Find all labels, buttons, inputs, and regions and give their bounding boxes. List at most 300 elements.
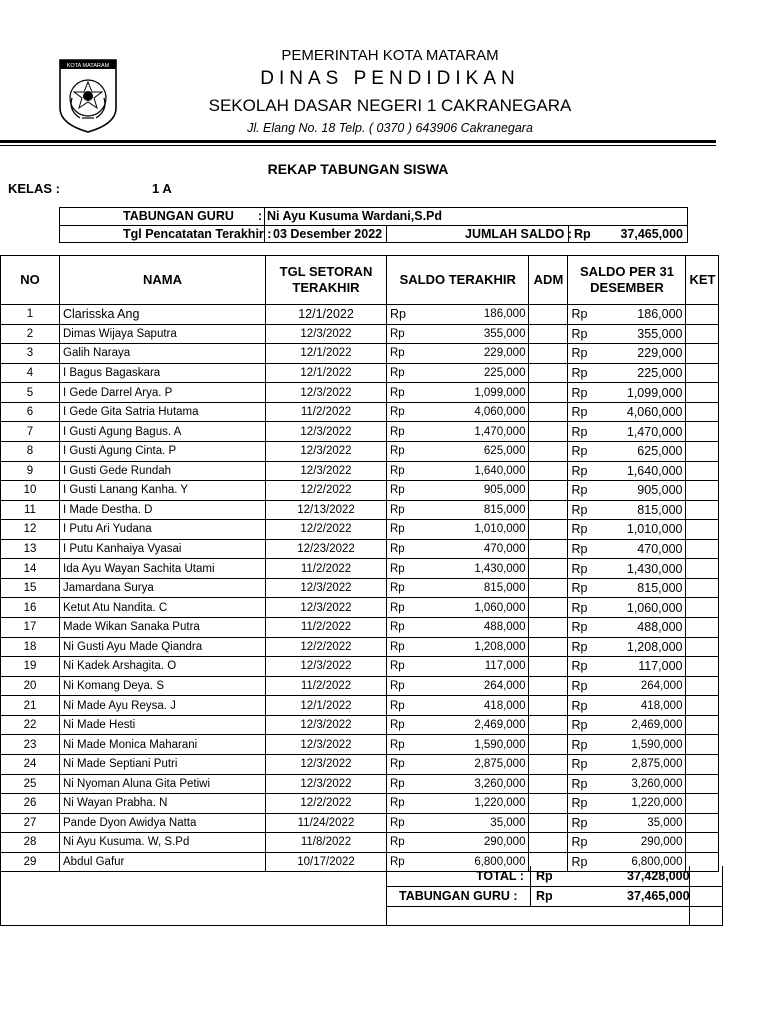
- row-tgl: 12/3/2022: [266, 754, 387, 774]
- row-nama: I Gede Gita Satria Hutama: [60, 402, 266, 422]
- row-saldo: 1,060,000: [409, 598, 529, 618]
- teacher-name: Ni Ayu Kusuma Wardani,S.Pd: [267, 209, 443, 223]
- table-row: [1, 559, 719, 579]
- row-per31: 2,469,000: [594, 715, 686, 735]
- row-no: 24: [1, 754, 60, 774]
- row-per31-currency: Rp: [568, 813, 594, 833]
- row-saldo-currency: Rp: [387, 696, 409, 716]
- savings-table: [0, 255, 719, 872]
- row-saldo-currency: Rp: [387, 559, 409, 579]
- row-ket: [686, 774, 719, 794]
- row-tgl: 12/3/2022: [266, 774, 387, 794]
- row-saldo: 1,590,000: [409, 735, 529, 755]
- row-saldo-currency: Rp: [387, 305, 409, 325]
- row-saldo: 117,000: [409, 657, 529, 677]
- row-saldo: 815,000: [409, 500, 529, 520]
- row-no: 6: [1, 402, 60, 422]
- row-nama: Ida Ayu Wayan Sachita Utami: [60, 559, 266, 579]
- row-tgl: 12/1/2022: [266, 344, 387, 364]
- guru-total-currency: Rp: [536, 889, 553, 903]
- teacher-sep: :: [258, 209, 263, 223]
- row-per31: 815,000: [594, 578, 686, 598]
- table-row: [1, 794, 719, 814]
- row-saldo: 1,099,000: [409, 383, 529, 403]
- table-row: [1, 363, 719, 383]
- row-saldo-currency: Rp: [387, 402, 409, 422]
- row-ket: [686, 578, 719, 598]
- row-saldo-currency: Rp: [387, 618, 409, 638]
- city-crest-logo: [58, 58, 118, 134]
- table-row: [1, 500, 719, 520]
- row-tgl: 12/3/2022: [266, 324, 387, 344]
- row-no: 14: [1, 559, 60, 579]
- row-per31-currency: Rp: [568, 833, 594, 853]
- row-adm: [529, 774, 568, 794]
- row-adm: [529, 559, 568, 579]
- row-no: 1: [1, 305, 60, 325]
- row-adm: [529, 363, 568, 383]
- row-no: 26: [1, 794, 60, 814]
- row-no: 7: [1, 422, 60, 442]
- row-per31: 1,590,000: [594, 735, 686, 755]
- row-per31: 35,000: [594, 813, 686, 833]
- row-no: 19: [1, 657, 60, 677]
- logo-text: KOTA MATARAM: [66, 63, 110, 69]
- row-no: 28: [1, 833, 60, 853]
- row-saldo: 290,000: [409, 833, 529, 853]
- row-saldo: 229,000: [409, 344, 529, 364]
- col-no: NO: [1, 256, 60, 305]
- row-saldo: 625,000: [409, 441, 529, 461]
- row-saldo: 1,430,000: [409, 559, 529, 579]
- row-tgl: 11/2/2022: [266, 559, 387, 579]
- row-tgl: 12/1/2022: [266, 305, 387, 325]
- row-adm: [529, 344, 568, 364]
- row-no: 5: [1, 383, 60, 403]
- row-per31-currency: Rp: [568, 715, 594, 735]
- row-no: 4: [1, 363, 60, 383]
- row-no: 25: [1, 774, 60, 794]
- row-adm: [529, 676, 568, 696]
- row-per31: 1,010,000: [594, 520, 686, 540]
- row-tgl: 12/3/2022: [266, 461, 387, 481]
- row-tgl: 12/2/2022: [266, 637, 387, 657]
- table-row: [1, 813, 719, 833]
- row-no: 2: [1, 324, 60, 344]
- row-no: 20: [1, 676, 60, 696]
- row-per31: 905,000: [594, 481, 686, 501]
- row-adm: [529, 657, 568, 677]
- teacher-label: TABUNGAN GURU: [123, 209, 234, 223]
- row-ket: [686, 657, 719, 677]
- row-saldo: 470,000: [409, 539, 529, 559]
- row-per31-currency: Rp: [568, 383, 594, 403]
- row-tgl: 11/8/2022: [266, 833, 387, 853]
- row-adm: [529, 422, 568, 442]
- row-ket: [686, 402, 719, 422]
- row-saldo-currency: Rp: [387, 598, 409, 618]
- row-adm: [529, 794, 568, 814]
- school-address: Jl. Elang No. 18 Telp. ( 0370 ) 643906 Cakranegara: [247, 121, 533, 135]
- row-saldo-currency: Rp: [387, 324, 409, 344]
- total-label: TOTAL :: [476, 869, 524, 883]
- header-rule-thin: [0, 145, 716, 146]
- row-no: 22: [1, 715, 60, 735]
- teacher-info-box: [59, 207, 688, 243]
- row-tgl: 11/2/2022: [266, 676, 387, 696]
- row-tgl: 12/3/2022: [266, 422, 387, 442]
- row-per31: 815,000: [594, 500, 686, 520]
- row-saldo: 1,640,000: [409, 461, 529, 481]
- row-saldo: 815,000: [409, 578, 529, 598]
- row-per31: 117,000: [594, 657, 686, 677]
- row-per31: 1,470,000: [594, 422, 686, 442]
- row-nama: Ni Nyoman Aluna Gita Petiwi: [60, 774, 266, 794]
- row-per31: 1,220,000: [594, 794, 686, 814]
- row-tgl: 12/23/2022: [266, 539, 387, 559]
- row-nama: Galih Naraya: [60, 344, 266, 364]
- row-tgl: 10/17/2022: [266, 852, 387, 872]
- row-per31-currency: Rp: [568, 305, 594, 325]
- row-nama: I Gede Darrel Arya. P: [60, 383, 266, 403]
- row-no: 18: [1, 637, 60, 657]
- department-name: DINAS PENDIDIKAN: [260, 68, 520, 89]
- row-nama: I Gusti Lanang Kanha. Y: [60, 481, 266, 501]
- table-row: [1, 598, 719, 618]
- table-row: [1, 715, 719, 735]
- row-per31-currency: Rp: [568, 774, 594, 794]
- row-nama: Dimas Wijaya Saputra: [60, 324, 266, 344]
- row-tgl: 12/3/2022: [266, 441, 387, 461]
- row-tgl: 12/1/2022: [266, 363, 387, 383]
- table-row: [1, 324, 719, 344]
- table-row: [1, 618, 719, 638]
- row-per31-currency: Rp: [568, 481, 594, 501]
- row-tgl: 11/2/2022: [266, 402, 387, 422]
- row-per31: 1,060,000: [594, 598, 686, 618]
- table-row: [1, 657, 719, 677]
- table-row: [1, 676, 719, 696]
- row-tgl: 12/3/2022: [266, 598, 387, 618]
- row-per31-currency: Rp: [568, 441, 594, 461]
- row-per31: 1,099,000: [594, 383, 686, 403]
- table-row: [1, 774, 719, 794]
- row-per31-currency: Rp: [568, 559, 594, 579]
- row-no: 10: [1, 481, 60, 501]
- row-nama: Ni Kadek Arshagita. O: [60, 657, 266, 677]
- row-saldo-currency: Rp: [387, 774, 409, 794]
- row-no: 17: [1, 618, 60, 638]
- row-ket: [686, 461, 719, 481]
- col-per31: SALDO PER 31 DESEMBER: [568, 256, 686, 305]
- row-nama: I Gusti Gede Rundah: [60, 461, 266, 481]
- document-title: REKAP TABUNGAN SISWA: [267, 161, 449, 177]
- row-per31-currency: Rp: [568, 402, 594, 422]
- table-row: [1, 578, 719, 598]
- row-no: 3: [1, 344, 60, 364]
- row-adm: [529, 813, 568, 833]
- row-ket: [686, 539, 719, 559]
- row-saldo-currency: Rp: [387, 344, 409, 364]
- row-no: 15: [1, 578, 60, 598]
- row-per31: 1,208,000: [594, 637, 686, 657]
- row-adm: [529, 461, 568, 481]
- row-ket: [686, 559, 719, 579]
- row-ket: [686, 441, 719, 461]
- row-saldo-currency: Rp: [387, 754, 409, 774]
- row-per31: 6,800,000: [594, 852, 686, 872]
- col-tgl: TGL SETORAN TERAKHIR: [266, 256, 387, 305]
- row-adm: [529, 500, 568, 520]
- row-no: 12: [1, 520, 60, 540]
- row-saldo-currency: Rp: [387, 813, 409, 833]
- row-per31: 229,000: [594, 344, 686, 364]
- government-name: PEMERINTAH KOTA MATARAM: [281, 47, 499, 64]
- row-nama: Made Wikan Sanaka Putra: [60, 618, 266, 638]
- row-per31-currency: Rp: [568, 461, 594, 481]
- row-ket: [686, 422, 719, 442]
- row-saldo: 1,208,000: [409, 637, 529, 657]
- row-nama: I Gusti Agung Bagus. A: [60, 422, 266, 442]
- row-nama: Ni Gusti Ayu Made Qiandra: [60, 637, 266, 657]
- row-ket: [686, 794, 719, 814]
- header-rule-thick: [0, 140, 716, 143]
- row-saldo: 225,000: [409, 363, 529, 383]
- row-saldo-currency: Rp: [387, 422, 409, 442]
- row-saldo: 2,875,000: [409, 754, 529, 774]
- row-tgl: 12/1/2022: [266, 696, 387, 716]
- row-no: 29: [1, 852, 60, 872]
- row-per31: 355,000: [594, 324, 686, 344]
- row-saldo-currency: Rp: [387, 520, 409, 540]
- row-per31-currency: Rp: [568, 344, 594, 364]
- table-row: [1, 637, 719, 657]
- table-row: [1, 383, 719, 403]
- row-per31: 1,430,000: [594, 559, 686, 579]
- table-row: [1, 402, 719, 422]
- row-ket: [686, 715, 719, 735]
- row-tgl: 12/2/2022: [266, 794, 387, 814]
- row-adm: [529, 481, 568, 501]
- row-nama: Ni Wayan Prabha. N: [60, 794, 266, 814]
- row-nama: I Made Destha. D: [60, 500, 266, 520]
- row-ket: [686, 813, 719, 833]
- row-no: 8: [1, 441, 60, 461]
- row-adm: [529, 754, 568, 774]
- row-saldo: 35,000: [409, 813, 529, 833]
- table-row: [1, 754, 719, 774]
- row-tgl: 12/2/2022: [266, 520, 387, 540]
- saldo-value: 37,465,000: [620, 227, 683, 241]
- row-saldo-currency: Rp: [387, 500, 409, 520]
- row-per31: 186,000: [594, 305, 686, 325]
- row-per31-currency: Rp: [568, 754, 594, 774]
- row-nama: I Gusti Agung Cinta. P: [60, 441, 266, 461]
- row-per31-currency: Rp: [568, 422, 594, 442]
- row-per31: 418,000: [594, 696, 686, 716]
- row-adm: [529, 305, 568, 325]
- row-ket: [686, 754, 719, 774]
- table-row: [1, 441, 719, 461]
- row-nama: Clarisska Ang: [60, 305, 266, 325]
- row-saldo-currency: Rp: [387, 637, 409, 657]
- row-saldo-currency: Rp: [387, 481, 409, 501]
- row-ket: [686, 344, 719, 364]
- row-saldo: 1,470,000: [409, 422, 529, 442]
- row-adm: [529, 598, 568, 618]
- row-nama: Ni Ayu Kusuma. W, S.Pd: [60, 833, 266, 853]
- row-ket: [686, 305, 719, 325]
- row-per31-currency: Rp: [568, 794, 594, 814]
- row-adm: [529, 539, 568, 559]
- row-no: 11: [1, 500, 60, 520]
- row-per31-currency: Rp: [568, 735, 594, 755]
- row-adm: [529, 383, 568, 403]
- row-saldo: 488,000: [409, 618, 529, 638]
- row-tgl: 11/2/2022: [266, 618, 387, 638]
- row-per31: 264,000: [594, 676, 686, 696]
- table-row: [1, 520, 719, 540]
- row-saldo: 264,000: [409, 676, 529, 696]
- row-per31: 2,875,000: [594, 754, 686, 774]
- row-ket: [686, 324, 719, 344]
- row-saldo-currency: Rp: [387, 539, 409, 559]
- row-per31-currency: Rp: [568, 598, 594, 618]
- row-per31: 625,000: [594, 441, 686, 461]
- row-per31-currency: Rp: [568, 852, 594, 872]
- row-saldo-currency: Rp: [387, 794, 409, 814]
- row-nama: Ketut Atu Nandita. C: [60, 598, 266, 618]
- row-ket: [686, 598, 719, 618]
- row-adm: [529, 735, 568, 755]
- row-adm: [529, 715, 568, 735]
- row-ket: [686, 735, 719, 755]
- row-saldo-currency: Rp: [387, 852, 409, 872]
- table-row: [1, 305, 719, 325]
- row-saldo: 1,010,000: [409, 520, 529, 540]
- row-tgl: 12/3/2022: [266, 715, 387, 735]
- row-nama: I Putu Kanhaiya Vyasai: [60, 539, 266, 559]
- saldo-currency: Rp: [574, 227, 591, 241]
- row-tgl: 12/2/2022: [266, 481, 387, 501]
- col-nama: NAMA: [60, 256, 266, 305]
- row-per31-currency: Rp: [568, 520, 594, 540]
- row-per31: 470,000: [594, 539, 686, 559]
- row-tgl: 11/24/2022: [266, 813, 387, 833]
- row-adm: [529, 520, 568, 540]
- row-saldo-currency: Rp: [387, 715, 409, 735]
- date-label: Tgl Pencatatan Terakhir :: [123, 227, 272, 241]
- row-ket: [686, 833, 719, 853]
- row-saldo: 186,000: [409, 305, 529, 325]
- row-no: 16: [1, 598, 60, 618]
- row-saldo: 3,260,000: [409, 774, 529, 794]
- row-per31-currency: Rp: [568, 363, 594, 383]
- row-saldo-currency: Rp: [387, 363, 409, 383]
- row-ket: [686, 520, 719, 540]
- row-nama: Ni Made Ayu Reysa. J: [60, 696, 266, 716]
- guru-total-value: 37,465,000: [627, 889, 690, 903]
- row-per31-currency: Rp: [568, 676, 594, 696]
- row-nama: I Bagus Bagaskara: [60, 363, 266, 383]
- col-adm: ADM: [529, 256, 568, 305]
- row-per31: 290,000: [594, 833, 686, 853]
- row-tgl: 12/3/2022: [266, 657, 387, 677]
- row-no: 9: [1, 461, 60, 481]
- row-tgl: 12/3/2022: [266, 578, 387, 598]
- row-no: 23: [1, 735, 60, 755]
- row-per31: 225,000: [594, 363, 686, 383]
- row-nama: Ni Komang Deya. S: [60, 676, 266, 696]
- table-row: [1, 539, 719, 559]
- table-row: [1, 696, 719, 716]
- date-value: 03 Desember 2022: [273, 227, 383, 241]
- row-per31-currency: Rp: [568, 324, 594, 344]
- row-adm: [529, 402, 568, 422]
- row-adm: [529, 324, 568, 344]
- table-row: [1, 461, 719, 481]
- row-ket: [686, 696, 719, 716]
- row-saldo: 6,800,000: [409, 852, 529, 872]
- row-ket: [686, 500, 719, 520]
- row-per31-currency: Rp: [568, 618, 594, 638]
- row-ket: [686, 383, 719, 403]
- row-adm: [529, 637, 568, 657]
- table-row: [1, 344, 719, 364]
- col-saldo: SALDO TERAKHIR: [387, 256, 529, 305]
- row-adm: [529, 833, 568, 853]
- total-currency: Rp: [536, 869, 553, 883]
- total-value: 37,428,000: [627, 869, 690, 883]
- row-no: 21: [1, 696, 60, 716]
- guru-total-label: TABUNGAN GURU :: [399, 889, 518, 903]
- row-adm: [529, 578, 568, 598]
- row-saldo: 355,000: [409, 324, 529, 344]
- row-tgl: 12/3/2022: [266, 383, 387, 403]
- row-saldo-currency: Rp: [387, 833, 409, 853]
- row-ket: [686, 637, 719, 657]
- row-per31: 4,060,000: [594, 402, 686, 422]
- row-tgl: 12/13/2022: [266, 500, 387, 520]
- row-per31-currency: Rp: [568, 696, 594, 716]
- col-ket: KET: [686, 256, 719, 305]
- row-ket: [686, 676, 719, 696]
- class-label: KELAS :: [8, 181, 60, 196]
- row-nama: Pande Dyon Awidya Natta: [60, 813, 266, 833]
- row-per31-currency: Rp: [568, 637, 594, 657]
- row-nama: Jamardana Surya: [60, 578, 266, 598]
- row-saldo-currency: Rp: [387, 461, 409, 481]
- row-per31: 3,260,000: [594, 774, 686, 794]
- row-adm: [529, 696, 568, 716]
- row-saldo: 1,220,000: [409, 794, 529, 814]
- table-row: [1, 481, 719, 501]
- row-adm: [529, 618, 568, 638]
- row-no: 27: [1, 813, 60, 833]
- class-value: 1 A: [152, 181, 172, 196]
- row-saldo-currency: Rp: [387, 657, 409, 677]
- row-ket: [686, 481, 719, 501]
- row-per31: 1,640,000: [594, 461, 686, 481]
- row-saldo: 418,000: [409, 696, 529, 716]
- table-row: [1, 422, 719, 442]
- row-nama: Abdul Gafur: [60, 852, 266, 872]
- row-saldo-currency: Rp: [387, 735, 409, 755]
- row-per31: 488,000: [594, 618, 686, 638]
- row-saldo-currency: Rp: [387, 578, 409, 598]
- row-per31-currency: Rp: [568, 539, 594, 559]
- row-saldo-currency: Rp: [387, 676, 409, 696]
